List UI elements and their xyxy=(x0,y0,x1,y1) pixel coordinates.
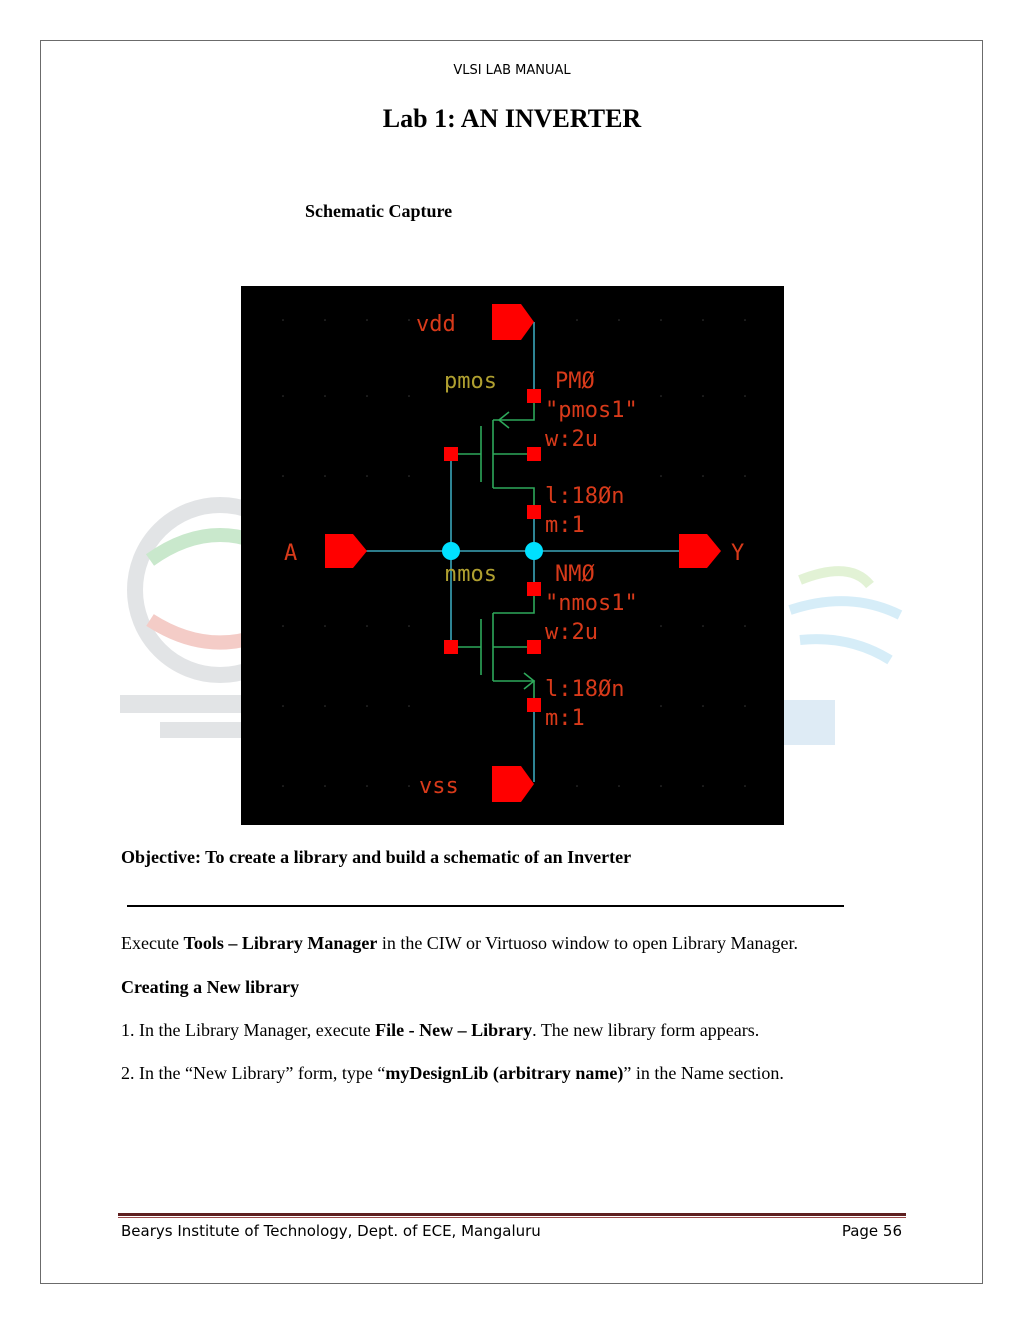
junction-dot-output xyxy=(525,542,543,560)
output-pin-icon xyxy=(679,534,721,568)
vdd-pin-icon xyxy=(492,304,534,340)
nmos-model-label: "nmos1" xyxy=(545,591,638,616)
nmos-instance-label: NMØ xyxy=(555,562,595,587)
junction-dot-input xyxy=(442,542,460,560)
input-a-label: A xyxy=(284,541,298,566)
text-run: in the CIW or Virtuoso window to open Library Manager. xyxy=(377,933,798,953)
nmos-type-label: nmos xyxy=(444,562,497,587)
nmos-length-label: l:18Øn xyxy=(545,677,625,702)
vss-pin-icon xyxy=(492,766,534,802)
inverter-schematic xyxy=(241,286,784,825)
step-1 xyxy=(121,1020,759,1041)
objective-heading: Objective: To create a library and build a schematic of an Inverter xyxy=(121,847,632,867)
running-header: VLSI LAB MANUAL xyxy=(453,63,571,78)
wires xyxy=(363,322,681,782)
pmos-width-label: w:2u xyxy=(545,427,598,452)
menu-path-tools-library-manager: Tools – Library Manager xyxy=(183,933,378,953)
subheading-new-library: Creating a New library xyxy=(121,977,300,997)
pmos-multiplier-label: m:1 xyxy=(545,513,585,538)
text-run: 2. In the “New Library” form, type “ xyxy=(121,1063,386,1083)
text-run: ” in the Name section. xyxy=(623,1063,784,1083)
footer-institution: Bearys Institute of Technology, Dept. of ECE, Mangaluru xyxy=(121,1222,541,1240)
pmos-type-label: pmos xyxy=(444,369,497,394)
page-title: Lab 1: AN INVERTER xyxy=(382,104,642,133)
library-name-example: myDesignLib (arbitrary name) xyxy=(385,1063,624,1083)
pmos-length-label: l:18Øn xyxy=(545,484,625,509)
step-2 xyxy=(121,1063,784,1084)
pmos-device xyxy=(451,396,534,512)
section-divider xyxy=(127,905,844,907)
vss-label: vss xyxy=(419,774,459,799)
footer-rule xyxy=(118,1213,906,1216)
output-y-label: Y xyxy=(731,541,745,566)
vdd-label: vdd xyxy=(416,312,456,337)
pmos-instance-label: PMØ xyxy=(555,369,595,394)
input-pin-icon xyxy=(325,534,367,568)
pmos-model-label: "pmos1" xyxy=(545,398,638,423)
text-run: Execute xyxy=(121,933,184,953)
footer-rule-thin xyxy=(118,1217,906,1218)
menu-path-file-new-library: File - New – Library xyxy=(375,1020,533,1040)
nmos-width-label: w:2u xyxy=(545,620,598,645)
nmos-multiplier-label: m:1 xyxy=(545,706,585,731)
paragraph-open-library-manager xyxy=(121,933,798,954)
footer-page-number: Page 56 xyxy=(841,1222,902,1240)
schematic-canvas xyxy=(241,286,784,825)
nmos-device xyxy=(451,589,534,705)
text-run: 1. In the Library Manager, execute xyxy=(121,1020,376,1040)
section-subtitle: Schematic Capture xyxy=(305,201,453,221)
text-run: . The new library form appears. xyxy=(532,1020,760,1040)
